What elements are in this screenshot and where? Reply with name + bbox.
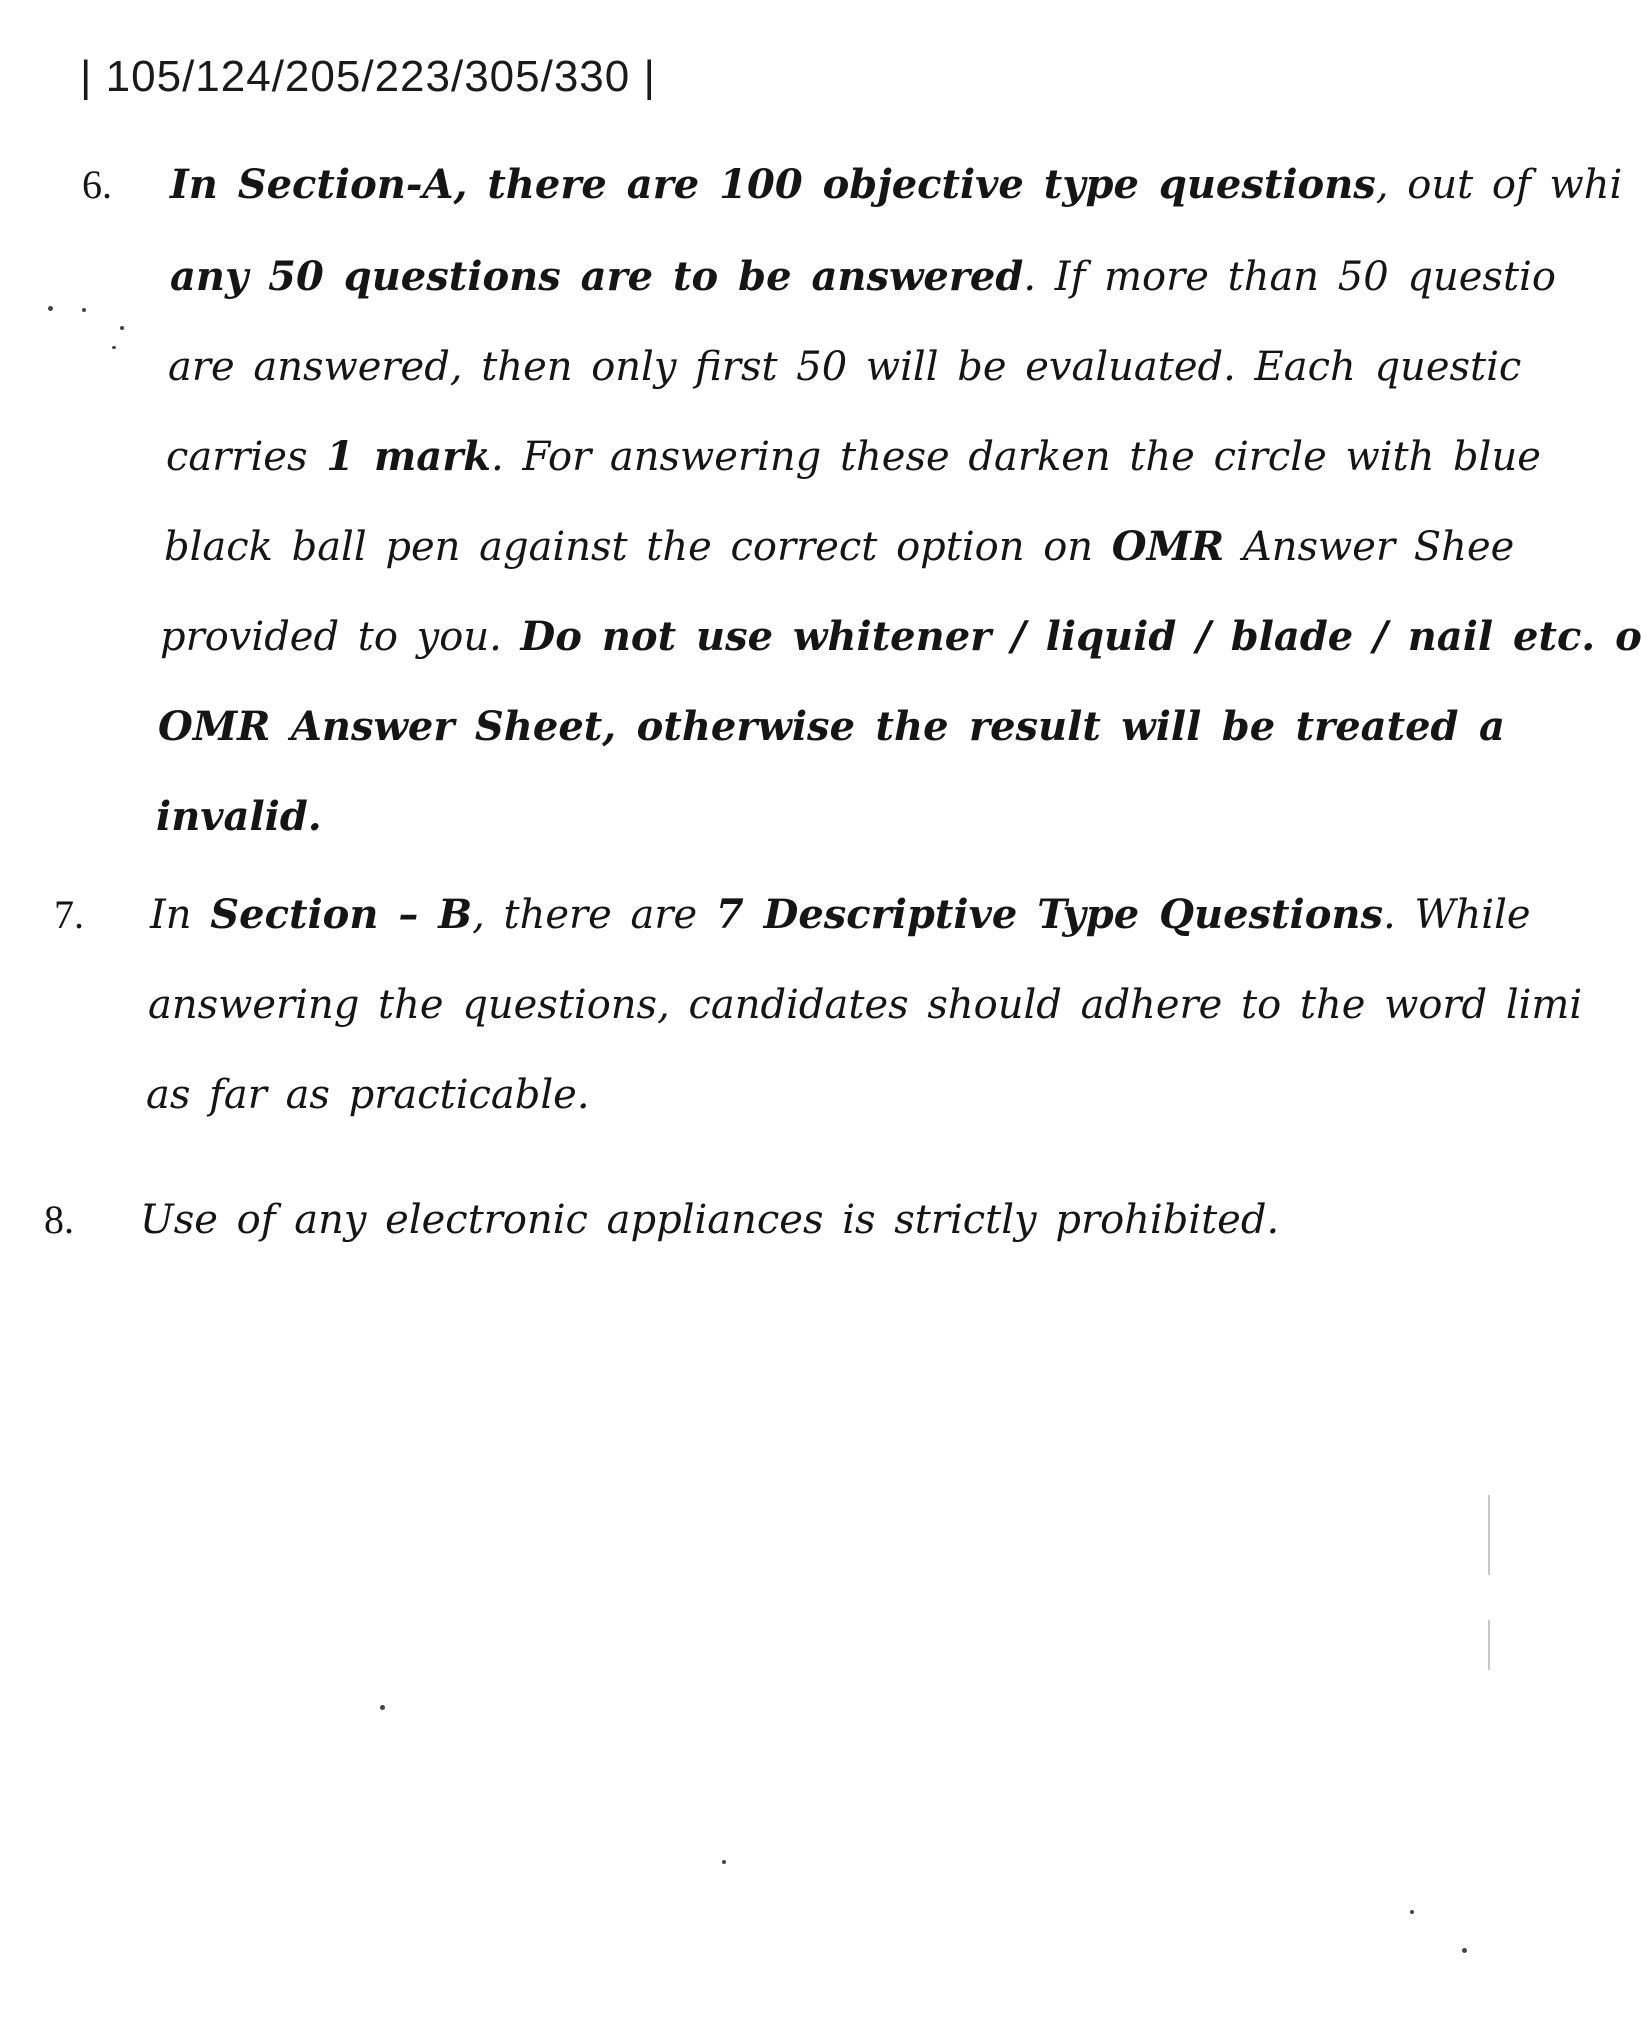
instruction-line (170, 232, 1556, 322)
bold-text: 7 Descriptive Type Questions (715, 891, 1383, 938)
scan-speck (380, 1705, 385, 1710)
scan-speck (120, 326, 124, 330)
bold-text: In Section-A, there are 100 objective type questions (170, 161, 1376, 208)
instruction-line (150, 870, 1531, 960)
scan-speck (1410, 1910, 1414, 1914)
instruction-line (146, 1050, 590, 1140)
instruction-line (170, 140, 1622, 230)
italic-text: Answer Shee (1224, 524, 1515, 570)
italic-text: In (150, 892, 211, 938)
italic-text: , out of whi (1375, 162, 1623, 208)
bold-text: any 50 questions are to be answered (170, 253, 1024, 300)
instruction-line (164, 502, 1514, 592)
instruction-line (168, 322, 1521, 412)
item-number: 6. (82, 162, 112, 207)
instruction-line (156, 772, 322, 862)
instruction-line (140, 1175, 1279, 1265)
italic-text: Use of any electronic appliances is strictly prohibited. (140, 1197, 1280, 1243)
italic-text: . If more than 50 questio (1023, 254, 1556, 300)
bold-text: OMR (1111, 523, 1225, 570)
item-number: 8. (44, 1197, 74, 1242)
item-number: 7. (54, 892, 84, 937)
scan-edge-line (1488, 1495, 1490, 1575)
italic-text: black ball pen against the correct option on (164, 524, 1112, 570)
bold-text: Section – B (210, 891, 473, 938)
scan-edge-line (1488, 1620, 1490, 1670)
instruction-line (166, 412, 1541, 502)
italic-text: provided to you. (160, 614, 521, 660)
instruction-line (148, 960, 1582, 1050)
italic-text: answering the questions, candidates should adhere to the word limi (148, 982, 1583, 1028)
scan-speck (722, 1860, 726, 1864)
bold-text: Do not use whitener / liquid / blade / nail etc. o (520, 613, 1642, 660)
paper-code-header: | 105/124/205/223/305/330 | (80, 52, 656, 101)
bold-text: OMR Answer Sheet, otherwise the result will be treated a (158, 703, 1505, 750)
italic-text: are answered, then only first 50 will be evaluated. Each questic (168, 344, 1522, 390)
italic-text: . While (1383, 892, 1531, 938)
italic-text: , there are (472, 892, 716, 938)
bold-text: invalid. (156, 793, 322, 840)
italic-text: carries (166, 434, 327, 480)
italic-text: . For answering these darken the circle with blue (491, 434, 1541, 480)
scan-speck (112, 346, 116, 349)
italic-text: as far as practicable. (146, 1072, 590, 1118)
instruction-line (158, 682, 1505, 772)
bold-text: 1 mark (326, 433, 491, 480)
scan-speck (48, 306, 53, 311)
instruction-line (160, 592, 1642, 682)
scan-speck (82, 308, 86, 312)
scan-speck (1462, 1948, 1467, 1953)
